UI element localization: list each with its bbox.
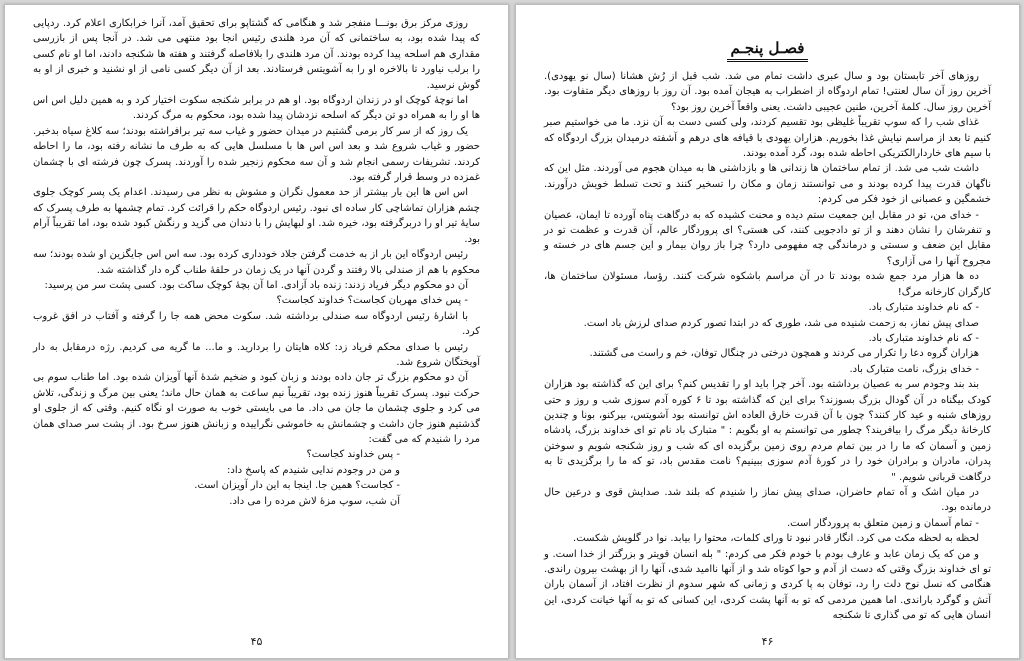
paragraph: روزی مرکز برق بونـــا منفجر شد و هنگامی که گشتاپو برای تحقیق آمد، آنرا خرابکاری اعلام کرد. ردپایی که پیدا شده بود، به ساختمانی که آن مرد هلندی رئیس انجا بود منتهی می شد. در آنجا پس از بازرسی مقداری هم اسلحه پیدا کرده بودند. آن مرد هلندی را بلافاصله گرفتند و هفته ها شکنجه دادند، اما او نام کسی را برلب نیاورد تا بالاخره او را به آشویتس فرستادند. بعد از آن دیگر کسی نامی از او نشنید و خبری از او به گوش نرسید. — [33, 18, 480, 91]
paragraph: بند بند وجودم سر به عصیان برداشته بود. آخر چرا باید او را تقدیس کنم؟ برای این که گذاشته بود هزاران کودک بیگناه در آن گودال بزرگ بسوزند؟ برای این که گذاشته بود تا ۶ کوره آدم سوزی شب و روز و حتی روزهای شنبه و عید کار کنند؟ چون با آن قدرت خارق العاده اش توانسته بود آشویتس، بیرکنو، بونا و چندین کارخانهٔ دیگر مرگ را بیافریند؟ چطور می توانستم به او بگویم : " متبارک باد نام تو ای خداوند بزرگ، پادشاه زمین و آسمان که ما را در بین تمام مردم روی زمین برگزیده ای که شب و روز شکنجه شویم و سوختن پدران، مادران و برادران خود را در کورهٔ آدم سوزی ببینیم؟ نامت مقدس باد، تو که ما را برگزیدی تا به درگاهت قربانی شویم. " — [544, 379, 991, 483]
dialogue-line: - پس خداوند کجاست؟ — [306, 449, 400, 461]
paragraph: آن دو محکوم بزرگ تر جان داده بودند و زبان کبود و ضخیم شدهٔ آنها آویزان شده بود. اما طناب سوم بی حرکت نبود. پسرک تقریباً هنوز زنده بود، تقریباً نیم ساعت به همان حال ماند؛ یعنی بین مرگ و زندگی، تلاش می کرد و جلوی چشمان ما جان می داد. ما می بایستی خوب به صورت او نگاه کنیم. وقتی که از جلوی او گذشتیم هنوز جان داشت و چشمانش به خاموشی نگراییده و زبانش هنوز سرخ بود. از پشت سر صدای همان مرد را شنیدم که می گفت: — [33, 372, 480, 445]
paragraph: در میان اشک و آه تمام حاضران، صدای پیش نماز را شنیدم که بلند شد. صدایش قوی و درعین حال درمانده بود. — [544, 486, 991, 514]
dialogue-line: - کجاست؟ همین جا. اینجا به این دار آویزان است. — [194, 480, 400, 492]
right-page-body — [544, 69, 991, 624]
dialogue-line: - خدای بزرگ، نامت متبارک باد. — [849, 363, 979, 375]
paragraph: غذای شب را که سوپ تقریباً غلیظی بود تقسیم کردند، ولی کسی دست به آن نزد. ما می خواستیم صبر کنیم تا بعد از مراسم نیایش غذا بخوریم. هزاران یهودی با قیافه های درهم و آشفته درمیدان بزرگ اردوگاه که با سیم های خاردارالکتریکی احاطه شده بود، گرد آمده بودند. — [544, 117, 991, 160]
paragraph: آن دو محکوم دیگر فریاد زدند: زنده باد آزادی. اما آن بچهٔ کوچک ساکت بود. کسی پشت سر من پرسید: — [44, 279, 468, 291]
dialogue-line: - که نام خداوند متبارک باد. — [868, 302, 979, 314]
paragraph: ده ها هزار مرد جمع شده بودند تا در آن مراسم باشکوه شرکت کنند. رؤسا، مسئولان ساختمان ها، کارگران کارخانه مرگ! — [544, 271, 991, 298]
paragraph: با اشارهٔ رئیس اردوگاه سه صندلی برداشته شد. سکوت محض همه جا را گرفته و آفتاب در افق غروب کرد. — [33, 310, 480, 338]
dialogue-line: - تمام آسمان و زمین متعلق به پروردگار است. — [786, 517, 979, 529]
paragraph: اس اس ها این بار بیشتر از حد معمول نگران و مشوش به نظر می رسیدند. اعدام یک پسر کوچک جلوی چشم هزاران تماشاچی کار ساده ای نبود. رئیس اردوگاه حکم را قرائت کرد. تمام چشمها به طرف پسرک که سایهٔ تیر او را دربرگرفته بود، خیره شد. او لبهایش را با دندان می گزید و رنگش کبود شده بود، اما تقریباً آرام بود. — [33, 187, 480, 245]
paragraph: یک روز که از سر کار برمی گشتیم در میدان حضور و غیاب سه تیر برافراشته بودند؛ سه کلاغ سیاه بدخبر. حضور و غیاب شروع شد و بعد اس اس ها با مسلسل هایی که به طرف ما نشانه رفته بود، ما را احاطه کردند. تشریفات رسمی انجام شد و آن سه محکوم زنجیر شده را آوردند. پسرک چون فرشته ای با چشمان غمزده در وسط قرار گرفته بود. — [33, 125, 480, 184]
paragraph: لحظه به لحظه مکث می کرد. انگار قادر نبود تا ورای کلمات، محتوا را بیابد. نوا در گلویش شکست. — [573, 533, 979, 545]
left-page — [4, 4, 509, 659]
page-number: ۴۶ — [761, 635, 774, 648]
paragraph: رئیس اردوگاه این بار از به خدمت گرفتن جلاد خودداری کرده بود. سه اس اس جایگزین او شده بودند؛ سه محکوم با هم از صندلی بالا رفتند و گردن آنها در یک زمان در حلقهٔ طناب گره دار گذاشته شد. — [33, 249, 480, 276]
dialogue-line: - که نام خداوند متبارک باد. — [868, 332, 979, 344]
dialogue-line: و من در وجودم ندایی شنیدم که پاسخ داد: — [227, 464, 400, 476]
left-page-body — [33, 16, 480, 509]
dialogue-line: - پس خدای مهربان کجاست؟ خداوند کجاست؟ — [276, 295, 468, 307]
right-page — [515, 4, 1020, 659]
paragraph: روزهای آخر تابستان بود و سال عبری داشت تمام می شد. شب قبل از رُش هشانا (سال نو یهودی). آخرین روز آن سال لعنتی! تمام اردوگاه از اضطراب به هیجان آمده بود. آن روز با روزهای دیگر متفاوت بود. آخرین روز سال. کلمهٔ آخرین، طنین عجیبی داشت. یعنی واقعاً آخرین روز بود؟ — [544, 71, 991, 113]
paragraph: اما نوچهٔ کوچک او در زندان اردوگاه بود. او هم در برابر شکنجه سکوت اختیار کرد و به همین دلیل اس اس ها او را به همراه دو تن دیگر که اسلحه نزدشان پیدا شده بود، محکوم به مرگ کردند. — [33, 95, 480, 122]
paragraph: صدای پیش نماز، به زحمت شنیده می شد، طوری که در ابتدا تصور کردم صدای لرزش باد است. — [583, 317, 979, 329]
paragraph: داشت شب می شد. از تمام ساختمان ها زندانی ها و بازداشتی ها به میدان هجوم می آوردند. مثل این که ناگهان قدرت پیدا کرده بودند و می توانستند زمان و مکان را تسخیر کنند و تحت تسلط خویش درآورند. خشمگین و عصبانی از خود فکر می کردم: — [544, 163, 991, 206]
paragraph: هزاران گروه دعا را تکرار می کردند و همچون درختی در چنگال توفان، خم و راست می گشتند. — [589, 348, 979, 360]
paragraph: - خدای من، تو در مقابل این جمعیت ستم دیده و محنت کشیده که به درگاهت پناه آورده تا ایمان، عصیان و تنفرشان را نشان دهند و از تو دادجویی کنند، کی هستی؟ ای پروردگار عالم، آن قدرت و عظمت تو در مقابل این ضعف و سستی و درماندگی چه مفهومی دارد؟ چرا باز روان بیمار و این جسم های در خسته و مجروح آنها را می آزاری؟ — [544, 209, 991, 267]
chapter-title-text: فصـل پنجـم — [727, 39, 809, 62]
paragraph: رئیس با صدای محکم فریاد زد: کلاه هایتان را بردارید. و ما... ما گریه می کردیم. رژه درمقابل به دار آویختگان شروع شد. — [33, 341, 480, 368]
paragraph: آن شب، سوپ مزهٔ لاش مرده را می داد. — [229, 495, 400, 507]
page-number: ۴۵ — [250, 635, 263, 648]
paragraph: و من که یک زمان عابد و عارف بودم با خودم فکر می کردم: " بله انسان قویتر و بزرگتر از خدا است. و تو ای خداوند بزرگ وقتی که دست از آدم و حوا کوتاه شد و از آنها ناامید شدی، آنها را از بهشت بیرون راندی. هنگامی که نسل نوح دلت را رد، توفان به پا کردی و زمانی که شهر سدوم از نظرت افتاد، از آسمان باران آتش و گوگرد باراندی. اما همین مردمی که تو به آنها پشت کردی، این کسانی که تو به آنها خیانت کردی، این انسان هایی که تو می گذاری تا شکنجه — [544, 548, 991, 622]
chapter-title — [516, 39, 1019, 57]
